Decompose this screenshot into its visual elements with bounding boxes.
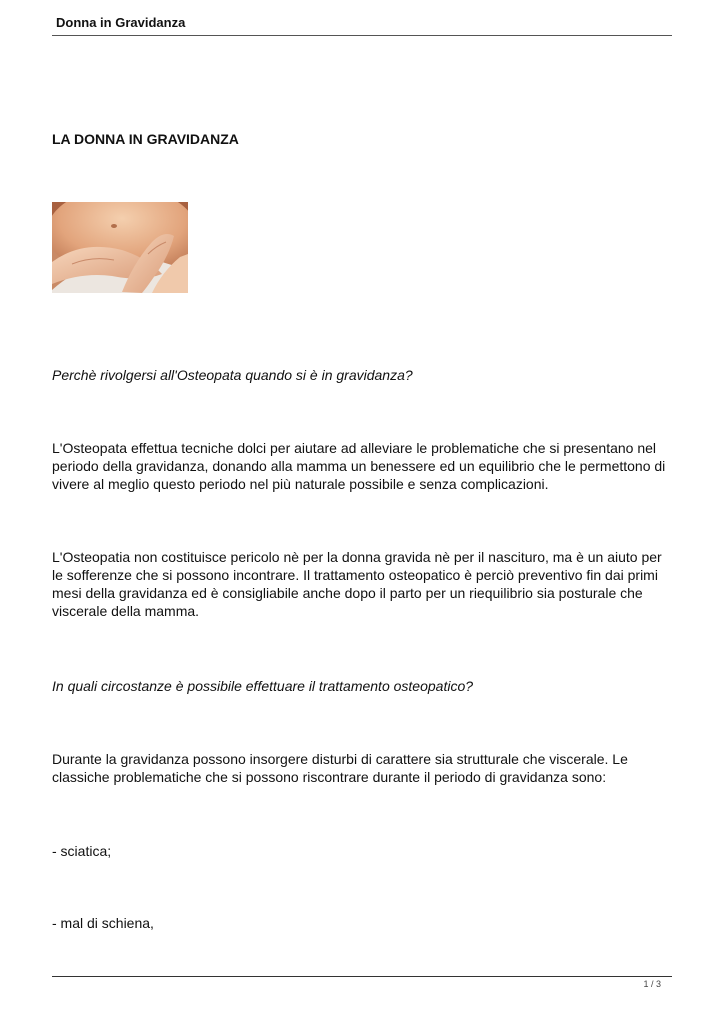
list-item: - sciatica; bbox=[52, 843, 112, 859]
list-item: - mal di schiena, bbox=[52, 915, 154, 931]
body-paragraph-1: L'Osteopata effettua tecniche dolci per aiutare ad alleviare le problematiche che si presentano nel periodo della gravidanza, donando alla mamma un benessere ed un equilibrio che le permettono di vivere al meglio questo periodo nel più naturale possibile e senza complicazioni. bbox=[52, 440, 666, 492]
header-divider bbox=[52, 35, 672, 36]
question-heading-why-osteopath: Perchè rivolgersi all'Osteopata quando si è in gravidanza? bbox=[52, 367, 413, 383]
pregnancy-photo bbox=[52, 202, 188, 293]
running-header-title: Donna in Gravidanza bbox=[56, 15, 186, 30]
page-number: 1 / 3 bbox=[643, 979, 661, 989]
question-heading-circumstances: In quali circostanze è possibile effettuare il trattamento osteopatico? bbox=[52, 678, 474, 694]
body-paragraph-3: Durante la gravidanza possono insorgere disturbi di carattere sia strutturale che viscerale. Le classiche problematiche che si possono riscontrare durante il periodo di gravidanza sono: bbox=[52, 751, 628, 785]
body-paragraph-2: L'Osteopatia non costituisce pericolo nè per la donna gravida nè per il nascituro, ma è un aiuto per le sofferenze che si possono incontrare. Il trattamento osteopatico è perciò preventivo fin dai primi mesi della gravidanza ed è consigliabile anche dopo il parto per un riequilibrio sia posturale che viscerale della mamma. bbox=[52, 549, 662, 619]
document-title: LA DONNA IN GRAVIDANZA bbox=[52, 131, 239, 147]
footer-divider bbox=[52, 976, 672, 977]
